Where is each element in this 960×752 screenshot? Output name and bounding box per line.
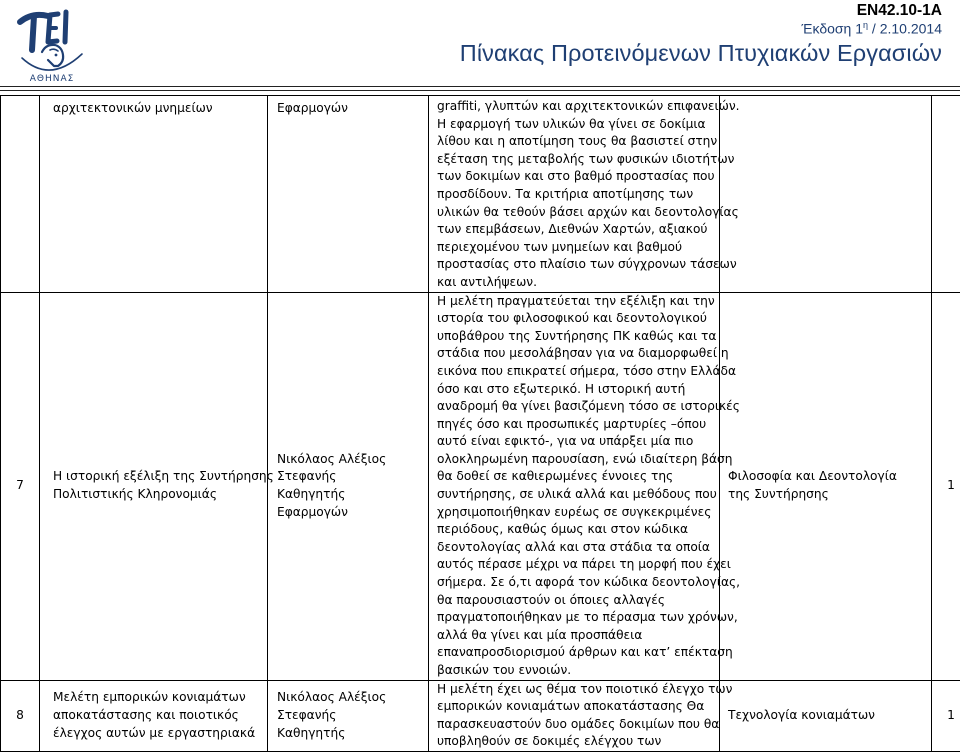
description-line: αλλά θα γίνει και μία προσπάθεια (437, 627, 715, 645)
supervisor-line: Στεφανής (277, 468, 424, 486)
description-line: Η εφαρμογή των υλικών θα γίνει σε δοκίμια (437, 116, 715, 134)
description-cell (429, 96, 720, 293)
topic-line: έλεγχος αυτών με εργαστηριακά (53, 725, 263, 743)
table-row (1, 96, 960, 293)
supervisor-cell (268, 96, 429, 293)
description-line: δεοντολογίας αλλά και στα στάδια τα οποία (437, 539, 715, 557)
description-line: παρασκευαστούν δυο ομάδες δοκιμίων που θα (437, 716, 715, 734)
course-line: Τεχνολογία κονιαμάτων (728, 707, 927, 725)
edition-date: / 2.10.2014 (868, 21, 942, 37)
description-line: θα παρουσιαστούν οι όποιες αλλαγές (437, 592, 715, 610)
supervisor-line: Καθηγητής (277, 486, 424, 504)
description-line: υποβάθρου της Συντήρησης ΠΚ καθώς και τα (437, 328, 715, 346)
supervisor-line: Εφαρμογών (277, 100, 424, 118)
description-line: ολοκληρωμένη παρουσίαση, ενώ ιδιαίτερη βάση (437, 451, 715, 469)
description-line: βασικών του εννοιών. (437, 662, 715, 680)
description-line: εμπορικών κονιαμάτων αποκατάστασης Θα (437, 698, 715, 716)
description-line: πραγματοποιήθηκαν με το πέρασμα των χρόνων, (437, 609, 715, 627)
description-line: προσδίδουν. Τα κριτήρια αποτίμησης των (437, 186, 715, 204)
header-divider-bottom (0, 90, 960, 91)
description-line: πηγές όσο και προσωπικές μαρτυρίες –όπου (437, 416, 715, 434)
description-cell (429, 680, 720, 751)
page-title: Πίνακας Προτεινόμενων Πτυχιακών Εργασιών (460, 40, 942, 67)
topic-line: αποκατάστασης και ποιοτικός (53, 707, 263, 725)
supervisor-line: Νικόλαος Αλέξιος (277, 689, 424, 707)
description-line: των επεμβάσεων, Διεθνών Χαρτών, αξιακού (437, 221, 715, 239)
topic-cell (40, 292, 268, 680)
description-line: εικόνα που επικρατεί σήμερα, τόσο στην Ελλάδα (437, 363, 715, 381)
description-line: υλικών θα τεθούν βάσει αρχών και δεοντολογίας (437, 204, 715, 222)
row-number-cell: 7 (1, 292, 40, 680)
course-line: Φιλοσοφία και Δεοντολογία (728, 468, 927, 486)
table-row (1, 292, 960, 680)
table-row (1, 680, 960, 751)
description-line: Η μελέτη έχει ως θέμα τον ποιοτικό έλεγχο των (437, 681, 715, 699)
description-line: στάδια που μεσολάβησαν για να διαμορφωθεί η (437, 345, 715, 363)
description-line: των δοκιμίων και στο βαθμό προστασίας που (437, 168, 715, 186)
supervisor-cell (268, 680, 429, 751)
row-number-cell: 8 (1, 680, 40, 751)
description-line: περιόδους, καθώς όμως και στον κώδικα (437, 521, 715, 539)
supervisor-line: Καθηγητής (277, 725, 424, 743)
row-number-cell (1, 96, 40, 293)
description-line: σήμερα. Σε ό,τι αφορά τον κώδικα δεοντολογίας, (437, 574, 715, 592)
document-code: EN42.10-1A (857, 2, 942, 20)
topic-line: Μελέτη εμπορικών κονιαμάτων (53, 689, 263, 707)
description-line: ιστορία του φιλοσοφικού και δεοντολογικού (437, 310, 715, 328)
description-line: λίθου και η αποτίμηση τους θα βασιστεί στην (437, 133, 715, 151)
description-line: αναδρομή θα γίνει βασιζόμενη τόσο σε ιστορικές (437, 398, 715, 416)
description-line: προστασίας στο πλαίσιο των σύγχρονων τάσεων (437, 256, 715, 274)
description-line: και αντιλήψεων. (437, 274, 715, 292)
count-cell (932, 96, 960, 293)
edition-label (802, 20, 942, 37)
description-line: χρησιμοποιήθηκαν ευρέως σε συγκεκριμένες (437, 504, 715, 522)
description-line: όσο και στο εξωτερικό. Η ιστορική αυτή (437, 381, 715, 399)
topic-line: αρχιτεκτονικών μνημείων (53, 100, 263, 118)
logo-city-text: ΑΘΗΝΑΣ (30, 74, 75, 84)
tei-athens-logo (10, 0, 92, 86)
course-line: της Συντήρησης (728, 486, 927, 504)
supervisor-line: Εφαρμογών (277, 504, 424, 522)
description-line: αυτό είναι εφικτό-, για να υπάρξει μία πιο (437, 433, 715, 451)
course-cell (720, 96, 932, 293)
description-line: αυτός πέρασε μέχρι να πάρει τη μορφή που έχει (437, 556, 715, 574)
topic-cell (40, 680, 268, 751)
count-cell: 1 (932, 292, 960, 680)
topic-line: Πολιτιστικής Κληρονομιάς (53, 486, 263, 504)
edition-superscript: η (863, 20, 868, 30)
description-cell (429, 292, 720, 680)
description-line: υποβληθούν σε δοκιμές ελέγχου των (437, 733, 715, 751)
description-line: θα δοθεί σε καθιερωμένες έννοιες της (437, 468, 715, 486)
supervisor-line: Νικόλαος Αλέξιος (277, 451, 424, 469)
course-cell (720, 292, 932, 680)
count-cell: 1 (932, 680, 960, 751)
thesis-table (0, 95, 960, 752)
description-line: graffiti, γλυπτών και αρχιτεκτονικών επιφανειών. (437, 98, 715, 116)
description-line: Η μελέτη πραγματεύεται την εξέλιξη και την (437, 293, 715, 311)
description-line: συντήρησης, σε υλικά αλλά και μεθόδους που (437, 486, 715, 504)
topic-cell (40, 96, 268, 293)
topic-line: Η ιστορική εξέλιξη της Συντήρησης (53, 468, 263, 486)
header-divider-top (0, 86, 960, 87)
supervisor-cell (268, 292, 429, 680)
course-cell (720, 680, 932, 751)
edition-prefix: Έκδοση 1 (802, 21, 864, 37)
description-line: περιεχομένου των μνημείων και βαθμού (437, 239, 715, 257)
supervisor-line: Στεφανής (277, 707, 424, 725)
description-line: επαναπροσδιορισμού άρθρων και κατ’ επέκταση (437, 644, 715, 662)
description-line: εξέταση της μεταβολής των φυσικών ιδιοτήτων (437, 151, 715, 169)
